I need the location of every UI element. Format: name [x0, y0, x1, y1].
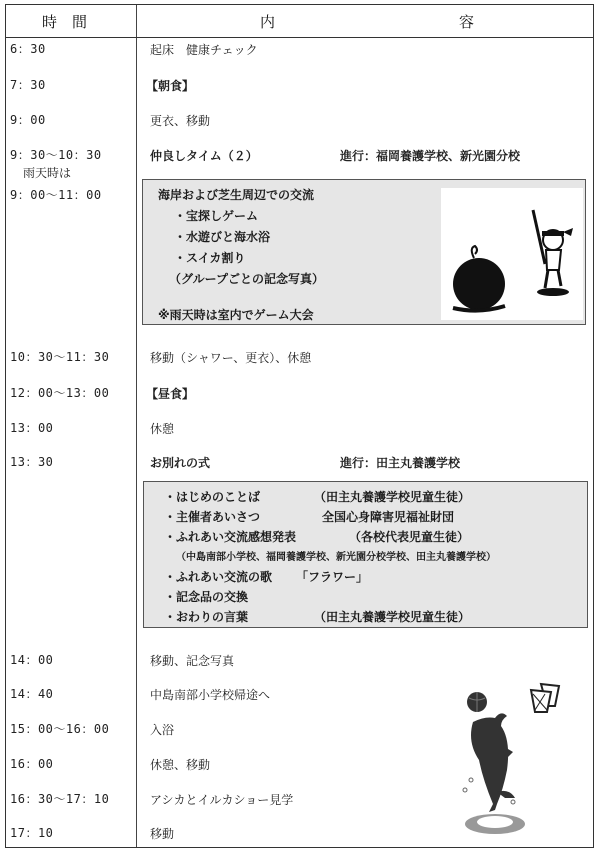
watermelon-splitting-icon: [441, 188, 583, 320]
content-cell: 起床 健康チェック: [150, 43, 258, 57]
time-cell: 9：00〜11：00: [10, 188, 102, 202]
ceremony-detail: （田主丸養護学校児童生徒）: [314, 490, 471, 504]
time-cell: 13：00: [10, 421, 54, 435]
time-cell: 17：10: [10, 826, 54, 840]
content-cell: 中島南部小学校帰途へ: [150, 688, 271, 702]
activity-item: ・宝探しゲーム: [174, 209, 259, 223]
content-cell: 休憩、移動: [150, 758, 211, 772]
content-cell: 移動、記念写真: [150, 654, 235, 668]
ceremony-schools: （中島南部小学校、福岡養護学校、新光園分校学校、田主丸養護学校）: [176, 552, 496, 563]
content-cell: 更衣、移動: [150, 114, 211, 128]
content-cell: アシカとイルカショー見学: [150, 793, 294, 807]
leader-text: 進行：田主丸養護学校: [340, 456, 461, 470]
time-cell: 14：00: [10, 653, 54, 667]
ceremony-item: ・おわりの言葉: [164, 610, 249, 624]
time-cell: 15：00〜16：00: [10, 722, 110, 736]
activity-item: ・水遊びと海水浴: [174, 230, 271, 244]
ceremony-detail: 全国心身障害児福祉財団: [322, 510, 455, 524]
time-cell: 13：30: [10, 455, 54, 469]
time-cell: 12：00〜13：00: [10, 386, 110, 400]
column-divider: [136, 5, 137, 847]
ceremony-item: ・ふれあい交流感想発表: [164, 530, 297, 544]
activity-box: [142, 179, 586, 325]
ceremony-item: ・記念品の交換: [164, 590, 249, 604]
content-cell: 休憩: [150, 422, 175, 436]
ceremony-detail: （各校代表児童生徒）: [349, 530, 470, 544]
time-cell: 9：00: [10, 113, 46, 127]
content-cell: 【朝食】: [146, 79, 195, 93]
time-cell: 14：40: [10, 687, 54, 701]
content-cell: 移動: [150, 827, 175, 841]
time-cell: 16：30〜17：10: [10, 792, 110, 806]
header-content-2: 容: [459, 13, 475, 31]
content-cell: お別れの式: [150, 456, 211, 470]
header-time: 時 間: [42, 13, 88, 31]
time-cell: 7：30: [10, 78, 46, 92]
content-cell: 移動（シャワー、更衣）、休憩: [150, 351, 312, 365]
activity-photo-note: （グループごとの記念写真）: [169, 272, 325, 286]
rain-note: ※雨天時は室内でゲーム大会: [158, 308, 314, 322]
time-note: 雨天時は: [23, 166, 72, 180]
header-content-1: 内: [260, 13, 276, 31]
leader-text: 進行：福岡養護学校、新光園分校: [340, 149, 521, 163]
content-cell: 入浴: [150, 723, 175, 737]
time-cell: 6：30: [10, 42, 46, 56]
ceremony-item: ・ふれあい交流の歌: [164, 570, 273, 584]
activity-item: ・スイカ割り: [174, 251, 246, 265]
ceremony-box: [143, 481, 588, 628]
activity-title: 海岸および芝生周辺での交流: [158, 188, 315, 202]
ceremony-detail: 「フラワー」: [296, 570, 369, 584]
time-cell: 16：00: [10, 757, 54, 771]
dolphin-basketball-icon: [455, 680, 585, 842]
ceremony-item: ・主催者あいさつ: [164, 510, 261, 524]
ceremony-detail: （田主丸養護学校児童生徒）: [314, 610, 471, 624]
time-cell: 9：30〜10：30: [10, 148, 102, 162]
ceremony-item: ・はじめのことば: [164, 490, 261, 504]
content-cell: 仲良しタイム（２）: [150, 149, 258, 163]
content-cell: 【昼食】: [146, 387, 195, 401]
header-divider: [6, 37, 593, 38]
time-cell: 10：30〜11：30: [10, 350, 110, 364]
